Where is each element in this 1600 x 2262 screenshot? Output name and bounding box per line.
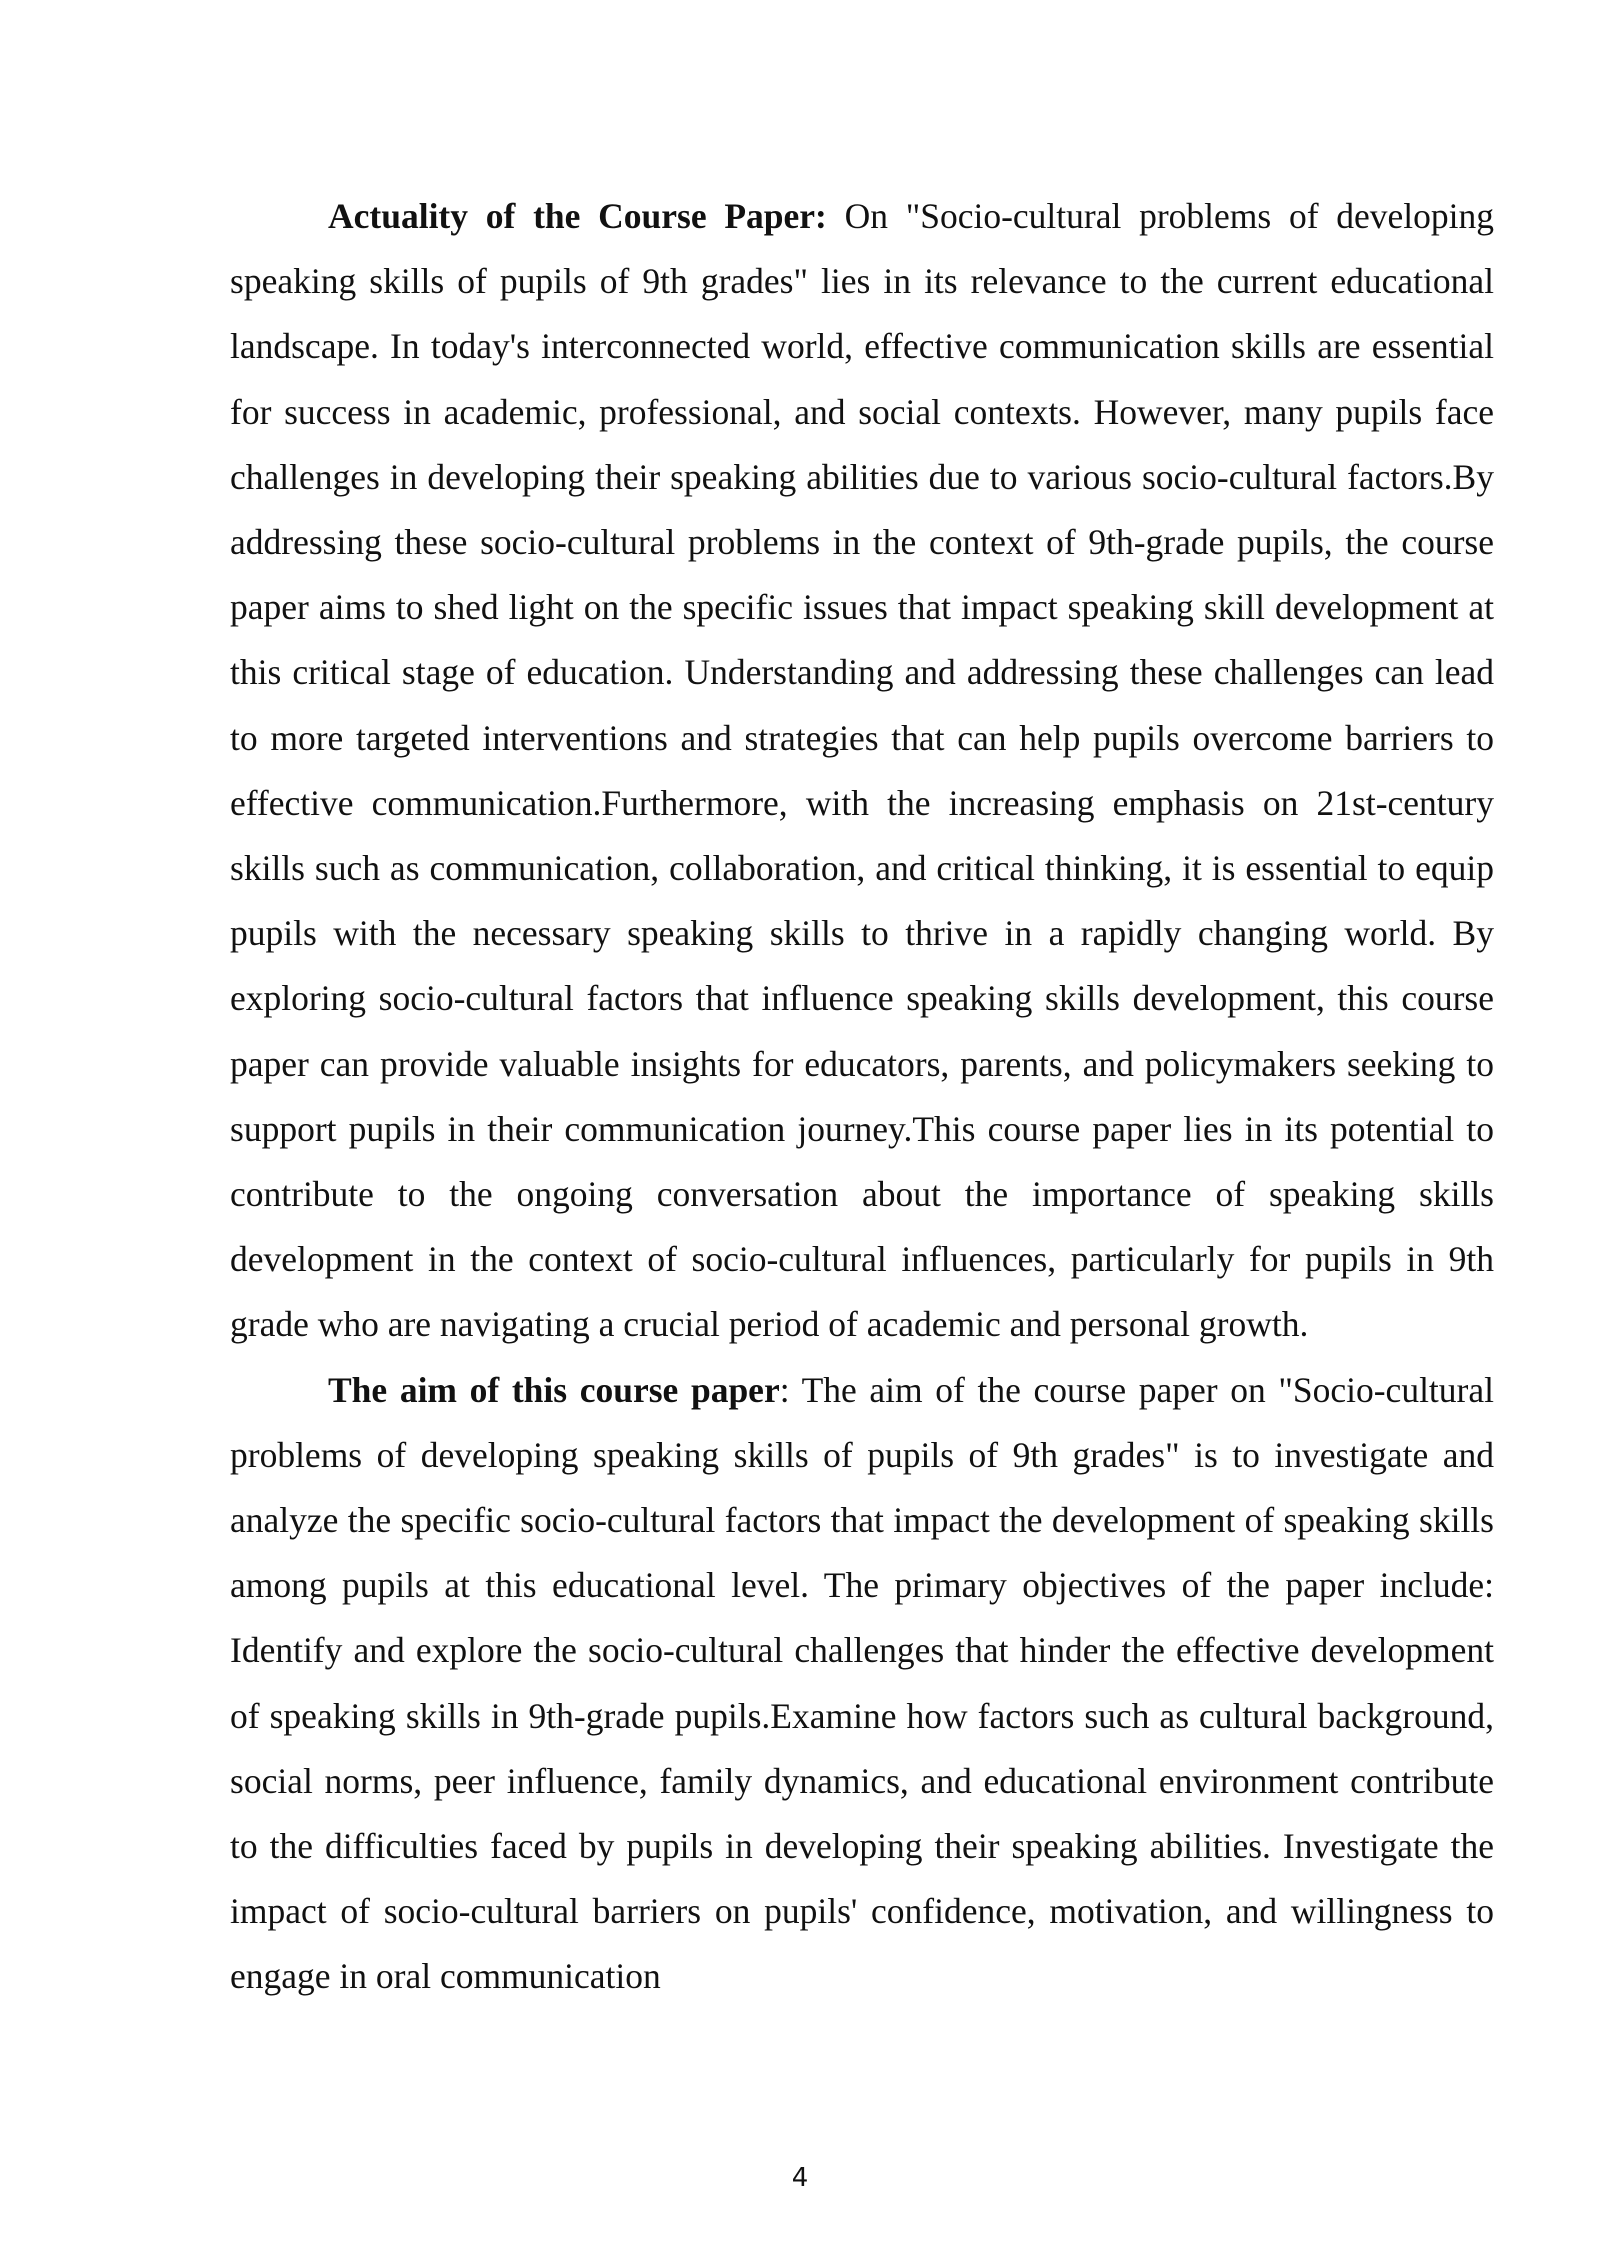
actuality-heading: Actuality of the Course Paper:	[328, 196, 827, 236]
paragraph-aim	[230, 1358, 1494, 2010]
body-text	[230, 184, 1494, 2010]
paragraph-actuality	[230, 184, 1494, 1358]
page-number: 4	[791, 2163, 809, 2193]
aim-heading: The aim of this course paper	[328, 1369, 780, 1410]
actuality-text: On "Socio-cultural problems of developing speaking skills of pupils of 9th grades" lies in its relevance to the current educational landscape. In today's interconnected world, effective communication skills are essential for success in academic, professional, and social contexts. However, many pupils face challenges in developing their speaking abilities due to various socio-cultural factors.By addressing these socio-cultural problems in the context of 9th-grade pupils, the course paper aims to shed light on the specific issues that impact speaking skill development at this critical stage of education. Understanding and addressing these challenges can lead to more targeted interventions and strategies that can help pupils overcome barriers to effective communication.Furthermore, with the increasing emphasis on 21st-century skills such as communication, collaboration, and critical thinking, it is essential to equip pupils with the necessary speaking skills to thrive in a rapidly changing world. By exploring socio-cultural factors that influence speaking skills development, this course paper can provide valuable insights for educators, parents, and policymakers seeking to support pupils in their communication journey.This course paper lies in its potential to contribute to the ongoing conversation about the importance of speaking skills development in the context of socio-cultural influences, particularly for pupils in 9th grade who are navigating a crucial period of academic and personal growth.	[230, 196, 1495, 1345]
aim-text: : The aim of the course paper on "Socio-cultural problems of developing speaking skills of pupils of 9th grades" is to investigate and analyze the specific socio-cultural factors that impact the development of speaking skills among pupils at this educational level. The primary objectives of the paper include: Identify and explore the socio-cultural challenges that hinder the effective development of speaking skills in 9th-grade pupils.Examine how factors such as cultural background, social norms, peer influence, family dynamics, and educational environment contribute to the difficulties faced by pupils in developing their speaking abilities. Investigate the impact of socio-cultural barriers on pupils' confidence, motivation, and willingness to engage in oral communication	[230, 1369, 1494, 1997]
